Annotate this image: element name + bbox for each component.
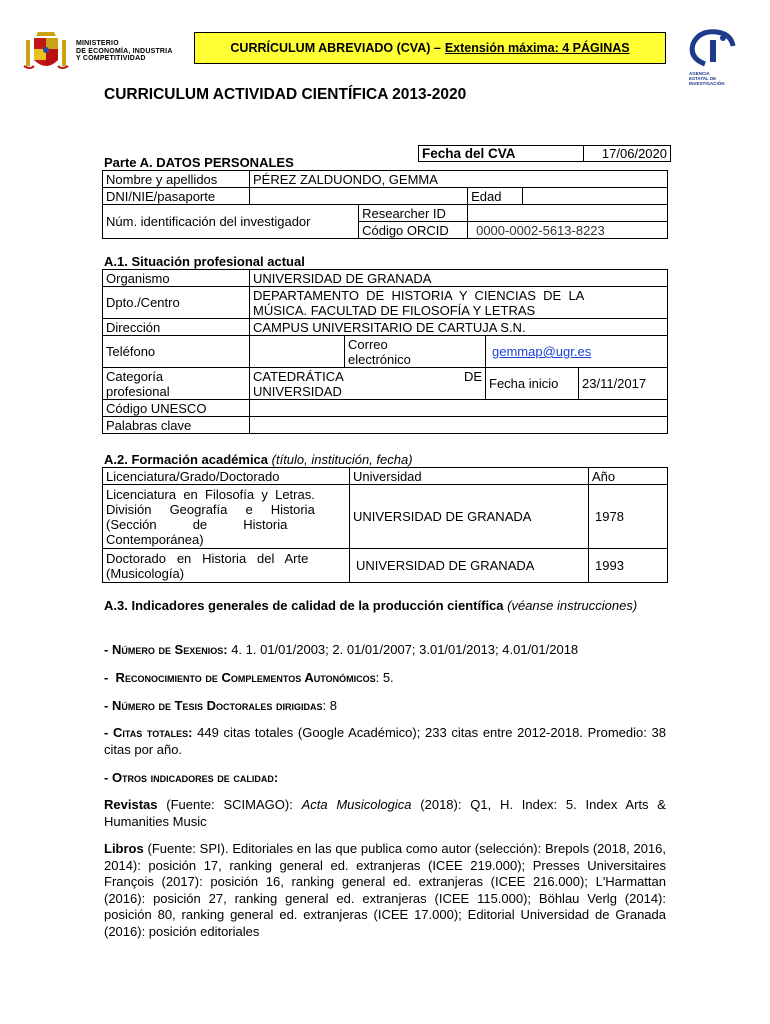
banner-extension-text: Extensión máxima: 4 PÁGINAS	[444, 41, 630, 55]
dept-value	[250, 287, 668, 319]
start-date-label: Fecha inicio	[486, 368, 579, 400]
orcid-label: Código ORCID	[359, 222, 468, 239]
complementos-value: : 5.	[375, 670, 394, 685]
aei-line: INVESTIGACIÓN	[689, 81, 725, 86]
degree-cell	[103, 549, 350, 583]
a2-heading-text: A.2. Formación académica	[104, 452, 269, 467]
unesco-value	[250, 400, 668, 417]
degree-line: (Musicología)	[106, 565, 185, 581]
part-a-heading: Parte A. DATOS PERSONALES	[104, 155, 294, 170]
degree-line: (Sección de Historia	[106, 516, 288, 532]
age-value	[523, 188, 668, 205]
a3-heading	[104, 598, 666, 615]
revistas-pre: (Fuente: SCIMAGO):	[157, 797, 302, 812]
phone-label: Teléfono	[103, 336, 250, 368]
document-title: CURRICULUM ACTIVIDAD CIENTÍFICA 2013-2020	[104, 86, 467, 103]
org-value: UNIVERSIDAD DE GRANADA	[250, 270, 668, 287]
university-cell: UNIVERSIDAD DE GRANADA	[350, 549, 589, 583]
ministry-name	[76, 40, 173, 63]
dept-line: DEPARTAMENTO DE HISTORIA Y CIENCIAS DE LA	[253, 287, 585, 303]
sexenios-label: - Número de Sexenios:	[104, 642, 228, 657]
revistas-paragraph	[104, 797, 666, 830]
university-cell: UNIVERSIDAD DE GRANADA	[350, 485, 589, 549]
revistas-post: (2018): Q1, H. Index: 5. Index Arts & Humanities Music	[104, 797, 666, 829]
cva-date-table	[418, 145, 671, 162]
aei-logo	[683, 28, 743, 86]
ministry-line: DE ECONOMÍA, INDUSTRIA	[76, 47, 173, 55]
orcid-value: 0000-0002-5613-8223	[468, 222, 668, 239]
tesis-value: : 8	[322, 698, 337, 713]
category-value	[250, 368, 486, 400]
researcher-id-label: Núm. identificación del investigador	[103, 205, 359, 239]
libros-text: (Fuente: SPI). Editoriales en las que publica como autor (selección): Brepols (2018, 2016, 2014): posición 17, ranking general ed. extranjeras (ICEE 219.000); Presses Universitaires François (2017): posición 16, ranking general ed. extranjeras (ICEE 216.000); L'Harmattan (2016): posición 27, ranking general ed. extranjeras (ICEE 115.000); Böhlau Verlg (2014): posición 80, ranking general ed. extranjeras (ICEE 17.000); Editorial Universidad de Granada (2016): posición editoriales	[104, 841, 666, 939]
cva-banner	[194, 32, 666, 64]
age-label: Edad	[468, 188, 523, 205]
category-value-de: DE	[463, 368, 482, 384]
spain-coat-of-arms-logo	[22, 30, 70, 74]
libros-label: Libros	[104, 841, 144, 856]
col-year: Año	[589, 468, 668, 485]
phone-value	[250, 336, 345, 368]
researcher-id-value	[468, 205, 668, 222]
researcher-id-type: Researcher ID	[359, 205, 468, 222]
year-cell: 1978	[589, 485, 668, 549]
aei-line: ESTATAL DE	[689, 76, 717, 81]
a1-heading: A.1. Situación profesional actual	[104, 254, 305, 269]
start-date-value: 23/11/2017	[579, 368, 668, 400]
sexenios-value: 4. 1. 01/01/2003; 2. 01/01/2007; 3.01/01/2013; 4.01/01/2018	[227, 642, 579, 657]
degree-line: Doctorado en Historia del Arte	[106, 550, 309, 566]
citas-label: - Citas totales:	[104, 725, 193, 740]
a3-heading-italic: (véanse instrucciones)	[507, 598, 638, 613]
banner-text: CURRÍCULUM ABREVIADO (CVA) –	[230, 41, 441, 55]
org-label: Organismo	[103, 270, 250, 287]
tesis-line	[104, 698, 666, 715]
degree-line: Licenciatura en Filosofía y Letras.	[106, 486, 315, 502]
a2-heading	[104, 452, 413, 467]
professional-situation-table	[102, 269, 668, 434]
cva-date-value: 17/06/2020	[584, 146, 671, 162]
cva-date-label: Fecha del CVA	[419, 146, 584, 162]
name-value: PÉREZ ZALDUONDO, GEMMA	[250, 171, 668, 188]
citas-value: 449 citas totales (Google Académico); 233 citas entre 2012-2018. Promedio: 38 citas por año.	[104, 725, 666, 757]
otros-line	[104, 770, 666, 787]
tesis-label: - Número de Tesis Doctorales dirigidas	[104, 698, 323, 713]
citas-line	[104, 725, 666, 758]
category-label-line: profesional	[106, 383, 170, 399]
email-link[interactable]: gemmap@ugr.es	[492, 344, 592, 359]
category-label-line: Categoría	[106, 368, 164, 384]
otros-label: - Otros indicadores de calidad:	[104, 770, 279, 785]
dept-label: Dpto./Centro	[103, 287, 250, 319]
email-label	[345, 336, 486, 368]
ministry-line: Y COMPETITIVIDAD	[76, 55, 146, 62]
personal-data-table	[102, 170, 668, 239]
complementos-line	[104, 670, 666, 687]
education-table	[102, 467, 668, 583]
col-university: Universidad	[350, 468, 589, 485]
address-label: Dirección	[103, 319, 250, 336]
name-label: Nombre y apellidos	[103, 171, 250, 188]
email-label-line: Correo	[348, 336, 388, 352]
ministry-line: MINISTERIO	[76, 40, 119, 47]
keywords-label: Palabras clave	[103, 417, 250, 434]
dept-line: MÚSICA. FACULTAD DE FILOSOFÍA Y LETRAS	[253, 302, 536, 318]
degree-line: División Geografía e Historia	[106, 501, 315, 517]
revistas-journal: Acta Musicologica	[301, 797, 412, 812]
complementos-label: - Reconocimiento de Complementos Autonómicos	[104, 670, 376, 685]
col-degree: Licenciatura/Grado/Doctorado	[103, 468, 350, 485]
keywords-value	[250, 417, 668, 434]
dni-value	[250, 188, 468, 205]
address-value: CAMPUS UNIVERSITARIO DE CARTUJA S.N.	[250, 319, 668, 336]
email-value	[486, 336, 668, 368]
degree-cell	[103, 485, 350, 549]
aei-line: AGENCIA	[689, 71, 710, 76]
degree-line: Contemporánea)	[106, 531, 204, 547]
category-value-line: CATEDRÁTICA	[253, 368, 344, 384]
dni-label: DNI/NIE/pasaporte	[103, 188, 250, 205]
category-label	[103, 368, 250, 400]
a2-heading-italic: (título, institución, fecha)	[271, 452, 413, 467]
year-cell: 1993	[589, 549, 668, 583]
revistas-label: Revistas	[104, 797, 158, 812]
unesco-label: Código UNESCO	[103, 400, 250, 417]
email-label-line: electrónico	[348, 351, 411, 367]
aei-emblem-icon	[683, 28, 743, 68]
sexenios-line	[104, 642, 666, 659]
a3-heading-text: A.3. Indicadores generales de calidad de la producción científica	[104, 598, 504, 613]
category-value-line: UNIVERSIDAD	[253, 383, 342, 399]
libros-paragraph	[104, 841, 666, 940]
